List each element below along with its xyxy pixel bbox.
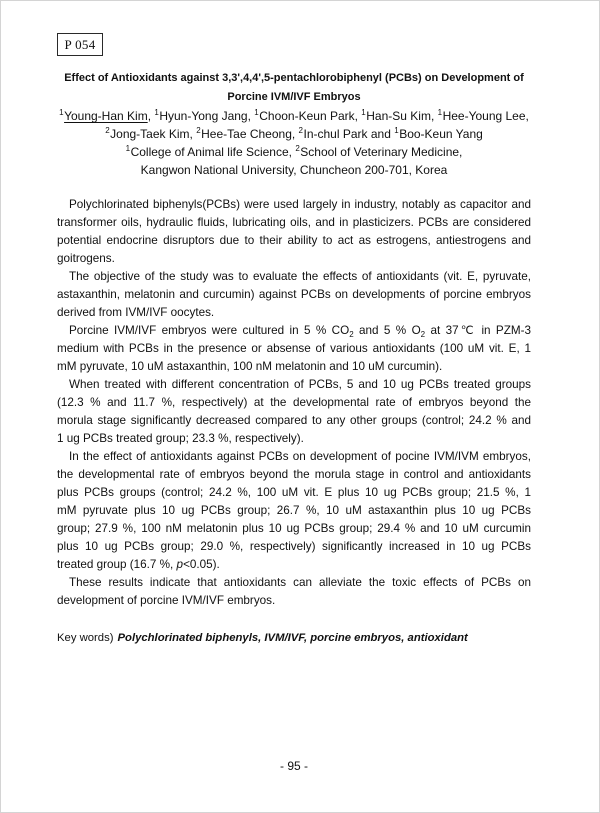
paragraph-conclusion xyxy=(57,574,531,610)
affiliation-name: College of Animal life Science, xyxy=(130,145,296,159)
affiliation-marker: 1 xyxy=(125,144,131,153)
body-line: mM pyruvate, 10 uM astaxanthin, 100 nM melatonin and 10 uM curcumin). xyxy=(57,360,443,373)
author-separator: , xyxy=(247,109,255,123)
author xyxy=(361,109,437,123)
author-name: Jong-Taek Kim xyxy=(110,126,190,141)
paragraph-results-antioxidants xyxy=(57,448,531,574)
affiliation-name: School of Veterinary Medicine, xyxy=(300,145,463,159)
author-name: Hee-Young Lee xyxy=(442,109,526,123)
body-line: Polychlorinated biphenyls(PCBs) were used largely in industry, notably as capacitor and xyxy=(69,198,531,211)
author-name: Han-Su Kim xyxy=(366,109,431,123)
author-name: In-chul Park xyxy=(303,126,368,141)
affiliation-marker: 2 xyxy=(295,144,300,153)
body-line: group; 27.9 %, 100 nM melatonin plus 10 ug PCBs group; 29.4 % and 10 uM curcumin xyxy=(57,522,531,535)
author-name: Hyun-Yong Jang xyxy=(159,109,248,123)
subscript: 2 xyxy=(349,330,354,339)
author-separator: , xyxy=(430,109,438,123)
body-line: The objective of the study was to evaluate the effects of antioxidants (vit. E, pyruvate, xyxy=(69,270,531,283)
paper-title xyxy=(57,69,531,107)
author xyxy=(299,127,395,141)
affiliation-marker: 1 xyxy=(437,108,443,117)
text-segment: <0.05). xyxy=(183,558,220,571)
italic-p-value-symbol: p xyxy=(176,558,184,571)
text-segment: treated group (16.7 %, xyxy=(57,558,177,571)
body-line: goitrogens. xyxy=(57,252,115,265)
author-separator: , xyxy=(291,126,299,141)
body-line: When treated with different concentration of PCBs, 5 and 10 ug PCBs treated groups xyxy=(69,378,531,391)
body-line: In the effect of antioxidants against PCBs on development of pocine IVM/IVM embryos, xyxy=(69,450,531,463)
text-segment: and 5 % O xyxy=(353,324,421,337)
body-line: the developmental rate of embryos beyond the morula stage in control and antioxidants xyxy=(57,468,531,481)
author-line xyxy=(57,126,531,144)
affiliation-marker: 2 xyxy=(196,125,201,135)
author-line xyxy=(57,108,531,126)
affiliation-marker: 2 xyxy=(105,125,110,135)
author xyxy=(59,109,154,123)
body-line xyxy=(57,556,531,574)
affiliation-marker: 1 xyxy=(254,108,259,117)
abstract-body xyxy=(57,196,531,610)
author xyxy=(196,127,298,141)
affiliation-marker: 1 xyxy=(59,108,64,117)
body-line: (12.3 % and 11.7 %, respectively) at the developmental rate of embryos beyond the xyxy=(57,396,531,409)
paragraph-results-pcb-dose xyxy=(57,376,531,448)
text-segment: at 37℃ in PZM-3 xyxy=(425,324,531,337)
affiliation-marker: 1 xyxy=(154,108,159,117)
body-line: mM pyruvate plus 10 ug PCBs group; 26.7 %, 10 uM astaxanthin plus 10 ug PCBs xyxy=(57,504,531,517)
author-name: Hee-Tae Cheong xyxy=(201,126,292,141)
author-list xyxy=(57,108,531,143)
body-line: plus 10 ug PCBs group; 29.0 %, respectively) significantly increased in 10 ug PCBs xyxy=(57,540,531,553)
author xyxy=(105,127,196,141)
page-number: - 95 - xyxy=(279,759,308,773)
paragraph-methods xyxy=(57,322,531,376)
body-line: morula stage significantly decreased compared to any other groups (control; 24.2 % and xyxy=(57,414,531,427)
body-line: development of porcine IVM/IVF embryos. xyxy=(57,594,276,607)
title-line: Porcine IVM/IVF Embryos xyxy=(227,91,361,103)
affiliation-address: Kangwon National University, Chuncheon 200-701, Korea xyxy=(140,163,448,177)
author-name: Choon-Keun Park xyxy=(259,109,355,123)
presenting-author-name: Young-Han Kim xyxy=(64,109,148,123)
body-line: astaxanthin, melatonin and curcumin) against PCBs on developments of porcine embryos xyxy=(57,288,531,301)
author-separator: , xyxy=(354,109,362,123)
author xyxy=(254,109,361,123)
body-line: 1 ug PCBs treated group; 23.3 %, respectively). xyxy=(57,432,304,445)
author xyxy=(438,109,529,123)
affiliation-line xyxy=(57,143,531,161)
author xyxy=(154,109,254,123)
affiliation-marker: 1 xyxy=(361,108,366,117)
body-line: potential endocrine disruptors due to their ability to act as estrogens, antiestrogens and xyxy=(57,234,531,247)
author-separator: and xyxy=(367,126,395,141)
body-line: derived from IVM/IVF oocytes. xyxy=(57,306,215,319)
author xyxy=(394,127,483,141)
keywords-label: Key words) xyxy=(57,632,114,644)
text-segment: Porcine IVM/IVF embryos were cultured in 5 % CO xyxy=(69,324,350,337)
keywords-value: Polychlorinated biphenyls, IVM/IVF, porcine embryos, antioxidant xyxy=(117,632,468,644)
body-line: transformer oils, hydraulic fluids, lubricating oils, and in plasticizers. PCBs are considered xyxy=(57,216,531,229)
body-line xyxy=(57,322,531,340)
body-line: medium with PCBs in the presence or absense of various antioxidants (100 uM vit. E, 1 xyxy=(57,342,531,355)
paragraph-background xyxy=(57,196,531,268)
author-separator: , xyxy=(189,126,197,141)
subscript: 2 xyxy=(420,330,426,339)
affiliation-list xyxy=(57,143,531,179)
title-line: Effect of Antioxidants against 3,3',4,4',5-pentachlorobiphenyl (PCBs) on Development of xyxy=(64,72,524,84)
body-line: These results indicate that antioxidants can alleviate the toxic effects of PCBs on xyxy=(69,576,531,589)
author-separator: , xyxy=(147,109,155,123)
author-separator: , xyxy=(525,109,529,123)
affiliation-marker: 2 xyxy=(298,125,303,135)
abstract-code-badge: P 054 xyxy=(57,33,103,56)
author-name: Boo-Keun Yang xyxy=(399,126,483,141)
affiliation-marker: 1 xyxy=(394,125,399,135)
body-line: plus PCBs groups (control; 24.2 %, 100 uM vit. E plus 10 ug PCBs group; 21.5 %, 1 xyxy=(57,486,531,499)
keywords xyxy=(57,629,531,647)
paragraph-objective xyxy=(57,268,531,322)
